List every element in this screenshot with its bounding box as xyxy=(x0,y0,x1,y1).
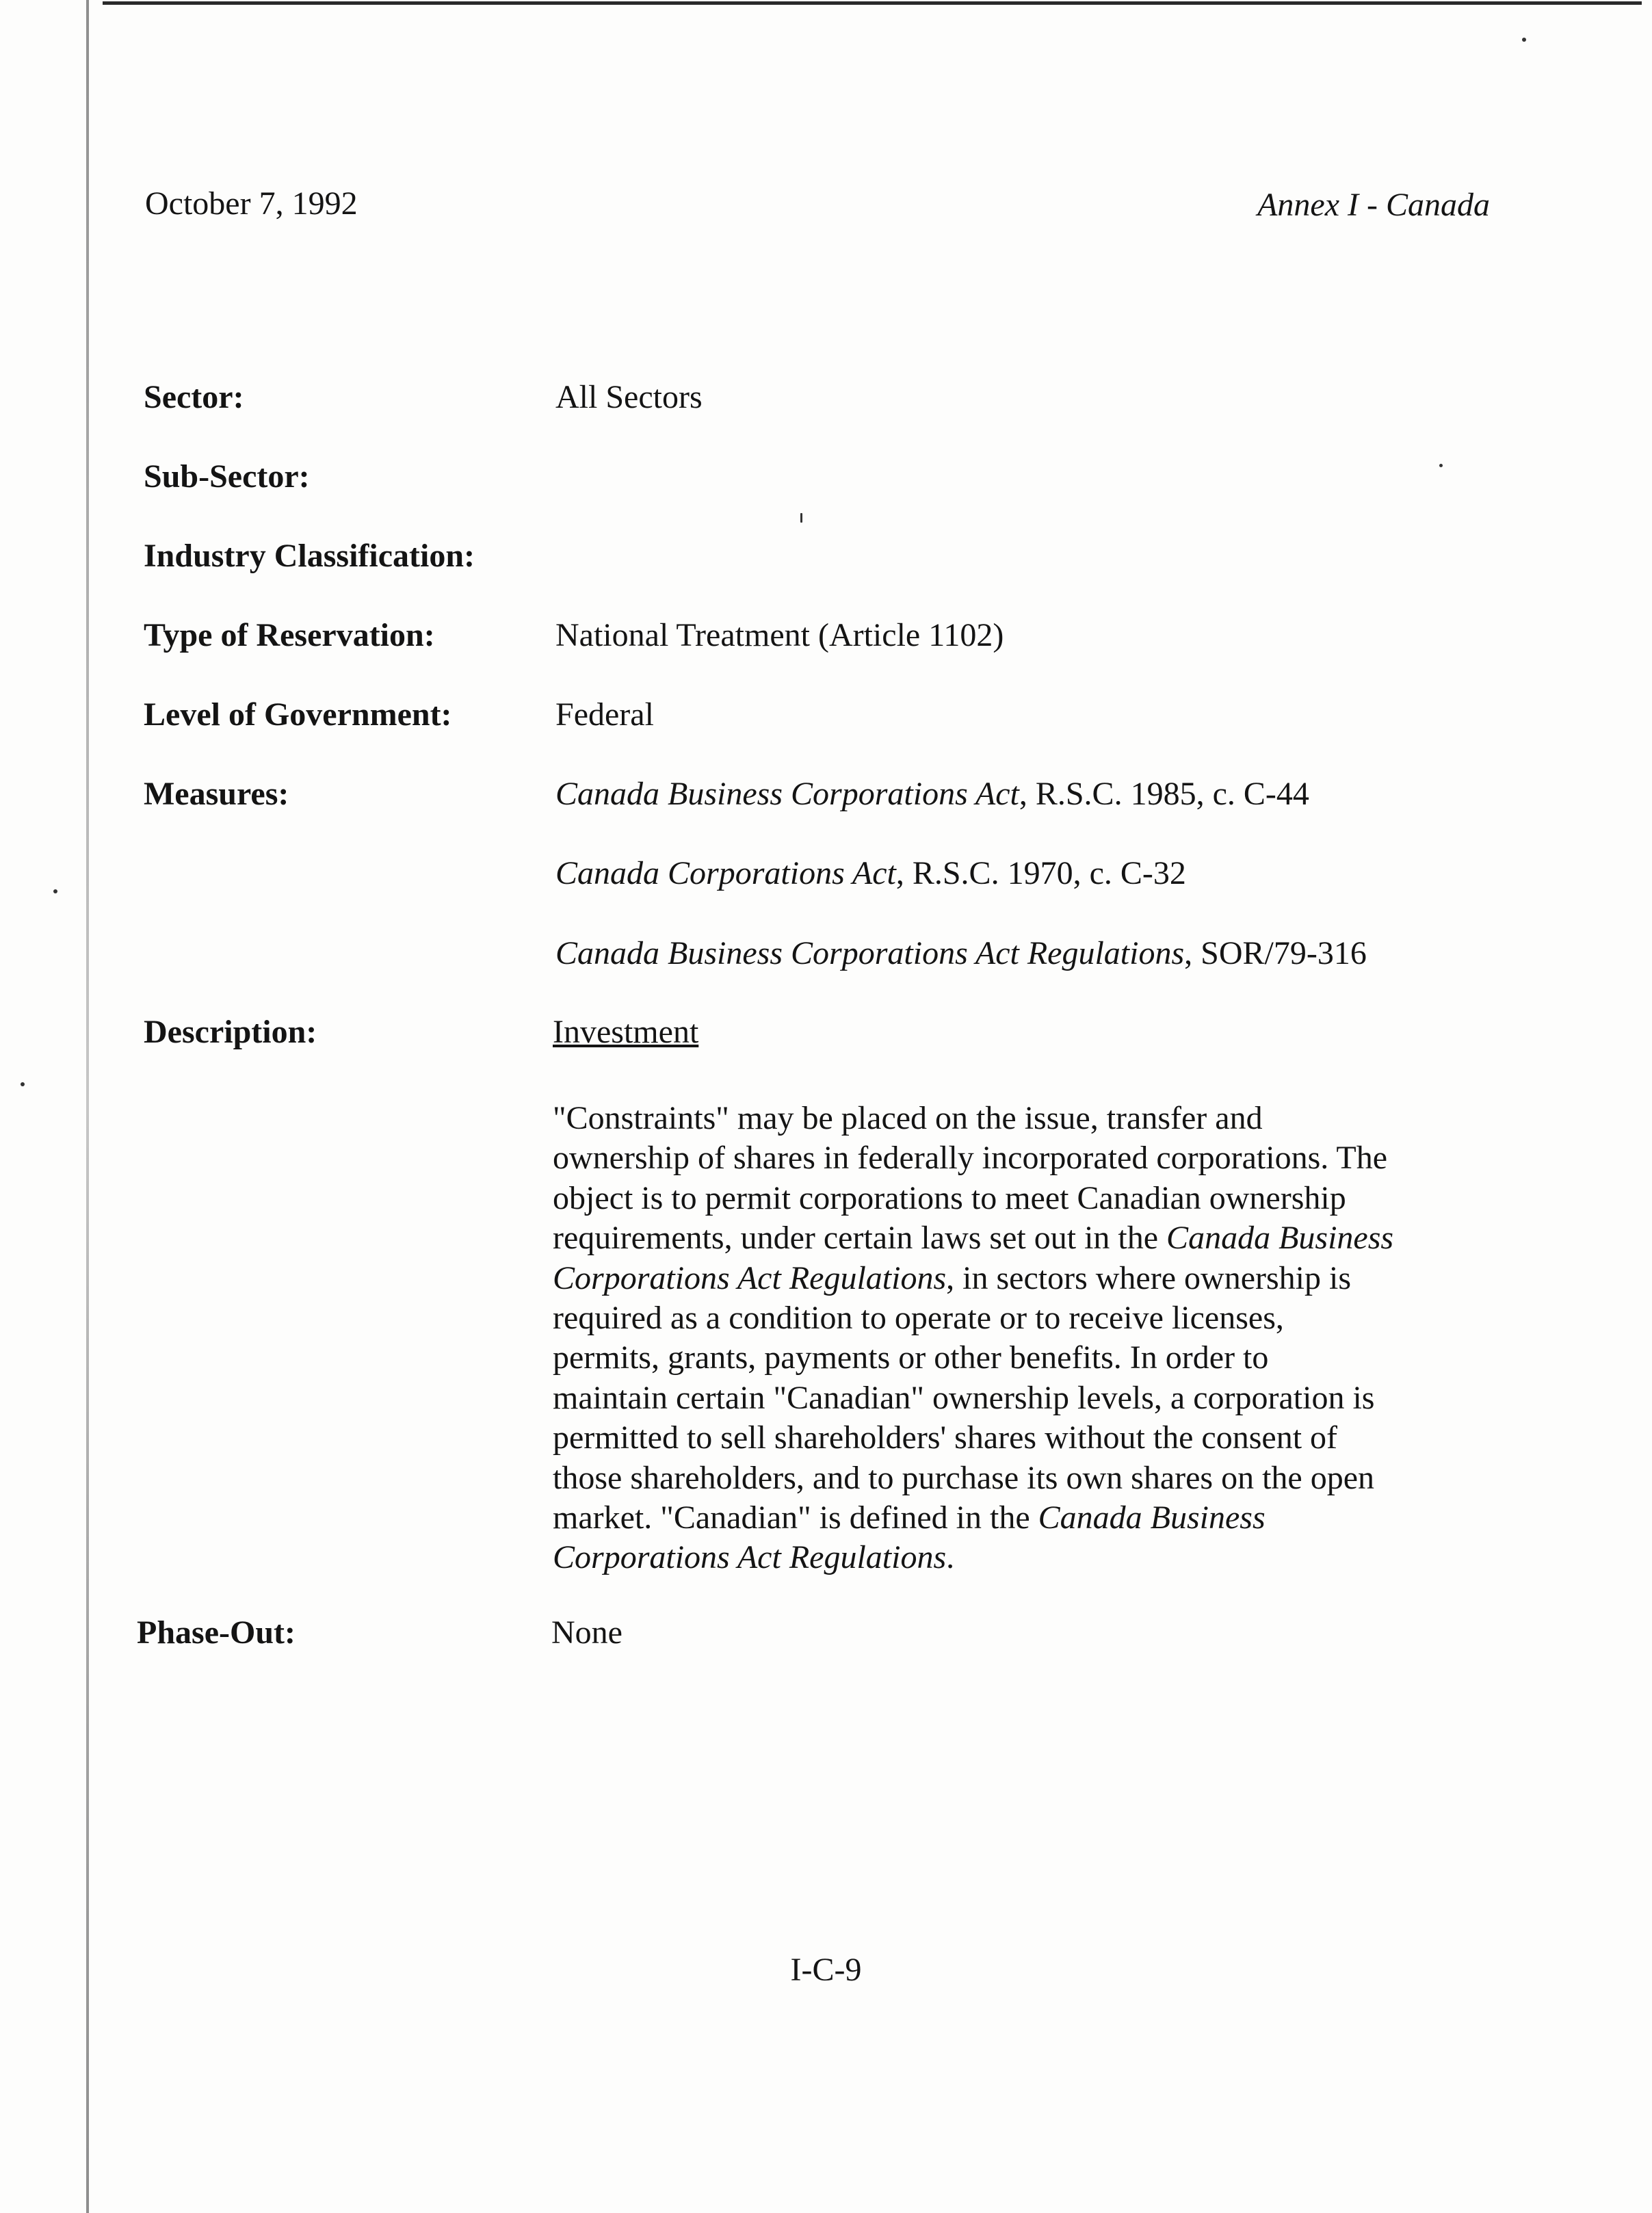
paragraph-line: Corporations Act Regulations. xyxy=(553,1539,955,1576)
paragraph-line: object is to permit corporations to meet Canadian ownership xyxy=(553,1179,1346,1216)
scan-speck xyxy=(21,1082,25,1086)
paragraph-line: requirements, under certain laws set out in the Canada Business xyxy=(553,1220,1394,1257)
paragraph-line: those shareholders, and to purchase its own shares on the open xyxy=(553,1459,1375,1496)
paragraph-line: maintain certain "Canadian" ownership levels, a corporation is xyxy=(553,1379,1375,1416)
scan-speck xyxy=(53,889,57,893)
type-of-reservation-label: Type of Reservation: xyxy=(144,617,435,653)
measure-citation: , SOR/79-316 xyxy=(1184,935,1367,971)
type-of-reservation-value: National Treatment (Article 1102) xyxy=(555,617,1004,653)
level-of-government-value: Federal xyxy=(555,696,654,733)
scan-speck xyxy=(800,513,802,523)
paragraph-line: "Constraints" may be placed on the issue, transfer and xyxy=(553,1100,1263,1136)
phase-out-label: Phase-Out: xyxy=(137,1614,296,1651)
description-paragraph xyxy=(553,1099,1524,1578)
measure-item xyxy=(555,934,1367,973)
sector-value: All Sectors xyxy=(555,379,703,415)
scan-top-rule xyxy=(103,1,1642,5)
page-number: I-C-9 xyxy=(790,1952,862,1988)
level-of-government-label: Level of Government: xyxy=(144,696,452,733)
scan-speck xyxy=(1522,38,1526,42)
paragraph-line: permitted to sell shareholders' shares without the consent of xyxy=(553,1419,1338,1456)
description-heading: Investment xyxy=(553,1014,699,1050)
phase-out-value: None xyxy=(551,1614,622,1651)
header-date: October 7, 1992 xyxy=(145,185,358,222)
paragraph-line: Corporations Act Regulations, in sectors where ownership is xyxy=(553,1259,1352,1296)
measure-citation: , R.S.C. 1985, c. C-44 xyxy=(1019,776,1309,812)
measure-item xyxy=(555,854,1186,893)
sub-sector-label: Sub-Sector: xyxy=(144,458,310,495)
description-label: Description: xyxy=(144,1014,317,1050)
measure-title: Canada Corporations Act xyxy=(555,855,896,891)
paragraph-line: ownership of shares in federally incorporated corporations. The xyxy=(553,1140,1388,1177)
measure-title: Canada Business Corporations Act xyxy=(555,776,1019,812)
paragraph-line: market. "Canadian" is defined in the Canada Business xyxy=(553,1500,1266,1536)
measures-label: Measures: xyxy=(144,776,289,812)
paragraph-line: required as a condition to operate or to receive licenses, xyxy=(553,1300,1284,1337)
industry-classification-label: Industry Classification: xyxy=(144,538,475,574)
header-annex: Annex I - Canada xyxy=(1257,187,1490,223)
scan-speck xyxy=(1439,464,1443,467)
paragraph-line: permits, grants, payments or other benefits. In order to xyxy=(553,1339,1269,1376)
measure-citation: , R.S.C. 1970, c. C-32 xyxy=(895,855,1186,891)
scan-left-edge xyxy=(86,0,89,2213)
measure-item xyxy=(555,775,1309,813)
sector-label: Sector: xyxy=(144,379,244,415)
measure-title: Canada Business Corporations Act Regulations xyxy=(555,935,1185,971)
